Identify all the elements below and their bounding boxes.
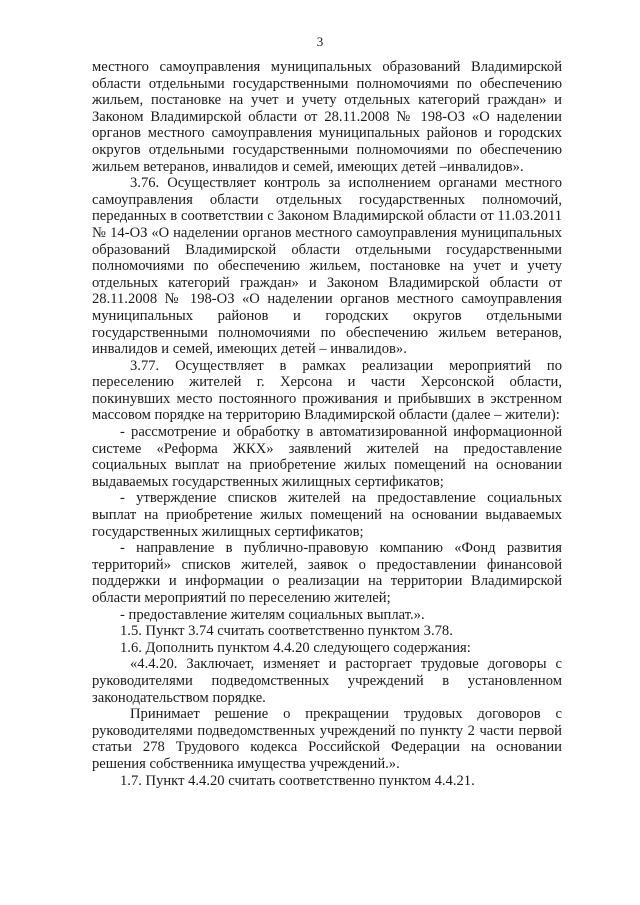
paragraph-continuation: местного самоуправления муниципальных образований Владимирской области отдельными государственными полномочиями по обеспечению жильем, постановке на учет и учету отдельных категорий граждан» и Законом Владимирской области от 28.11.2008 № 198-ОЗ «О наделении органов местного самоуправления муниципальных районов и городских округов отдельными государственными полномочиями по обеспечению жильем ветеранов, инвалидов и семей, имеющих детей –инвалидов». xyxy=(92,59,562,175)
paragraph-1-6: 1.6. Дополнить пунктом 4.4.20 следующего содержания: xyxy=(120,639,471,656)
list-item-payments: - предоставление жителям социальных выплат.». xyxy=(120,606,425,623)
list-item-submission: - направление в публично-правовую компанию «Фонд развития территорий» списков жителей, заявок о предоставлении финансовой поддержки и информации о реализации на территории Владимирской области мероприятий по переселению жителей; xyxy=(92,540,562,606)
list-item-approval: - утверждение списков жителей на предоставление социальных выплат на приобретение жилых помещений на основании выдаваемых государственных жилищных сертификатов; xyxy=(92,490,562,540)
paragraph-1-7: 1.7. Пункт 4.4.20 считать соответственно пунктом 4.4.21. xyxy=(120,772,475,789)
page-number: 3 xyxy=(316,34,324,49)
paragraph-termination: Принимает решение о прекращении трудовых договоров с руководителями подведомственных учреждений по пункту 2 части первой статьи 278 Трудового кодекса Российской Федерации на основании решения собственника имущества учреждений.». xyxy=(92,706,562,772)
paragraph-3-76: 3.76. Осуществляет контроль за исполнением органами местного самоуправления области отдельных государственных полномочий, переданных в соответствии с Законом Владимирской области от 11.03.2011 № 14-ОЗ «О наделении органов местного самоуправления муниципальных образований Владимирской области отдельными государственными полномочиями по обеспечению жильем, постановке на учет и учету отдельных категорий граждан» и Законом Владимирской области от 28.11.2008 № 198-ОЗ «О наделении органов местного самоуправления муниципальных районов и городских округов отдельными государственными полномочиями по обеспечению жильем ветеранов, инвалидов и семей, имеющих детей – инвалидов». xyxy=(92,175,562,358)
paragraph-4-4-20: «4.4.20. Заключает, изменяет и расторгает трудовые договоры с руководителями подведомственных учреждений в установленном законодательством порядке. xyxy=(92,656,562,706)
list-item-review: - рассмотрение и обработку в автоматизированной информационной системе «Реформа ЖКХ» заявлений жителей на предоставление социальных выплат на приобретение жилых помещений на основании выдаваемых государственных жилищных сертификатов; xyxy=(92,424,562,490)
paragraph-1-5: 1.5. Пункт 3.74 считать соответственно пунктом 3.78. xyxy=(120,623,453,640)
document-body xyxy=(92,59,562,789)
paragraph-3-77: 3.77. Осуществляет в рамках реализации мероприятий по переселению жителей г. Херсона и части Херсонской области, покинувших место постоянного проживания и прибывших в экстренном массовом порядке на территорию Владимирской области (далее – жители): xyxy=(92,357,562,424)
